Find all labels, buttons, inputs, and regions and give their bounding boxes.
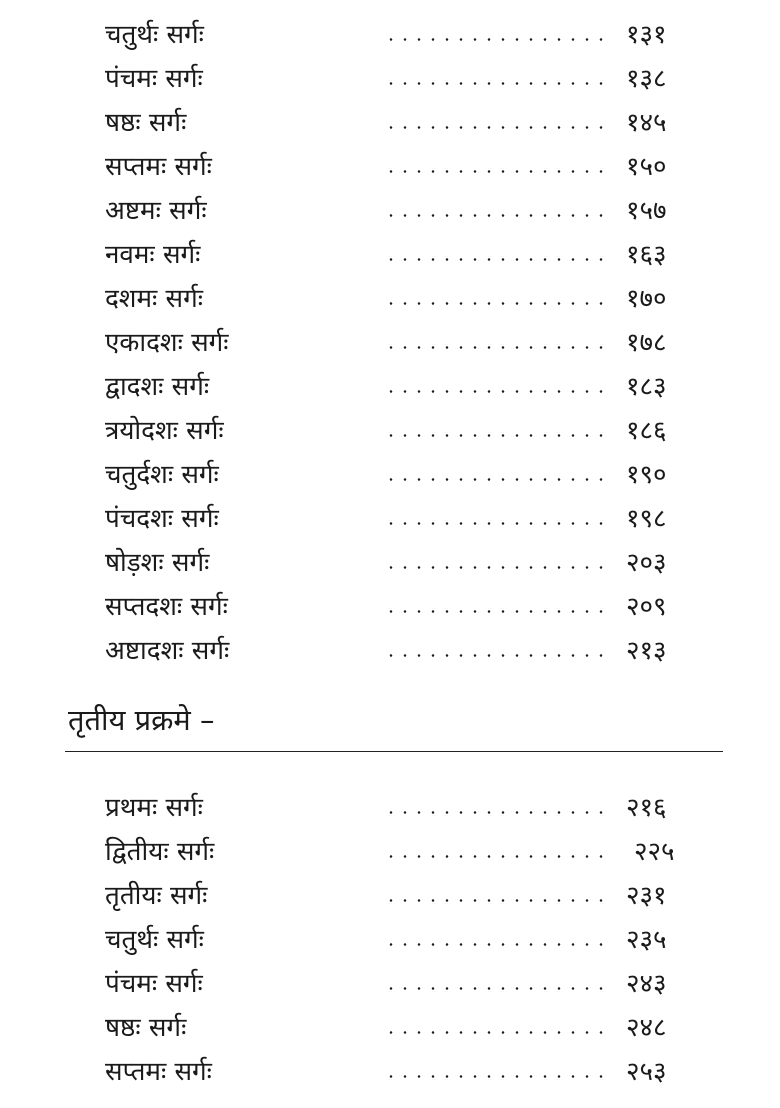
entry-page-number: १७०	[626, 284, 667, 314]
entry-title: द्वादशः सर्गः	[105, 372, 210, 402]
entry-page-number: २५३	[626, 1057, 667, 1087]
toc-entry[interactable]	[0, 145, 780, 189]
dot-leader	[384, 654, 606, 657]
toc-entry[interactable]	[0, 1006, 780, 1050]
dot-leader	[384, 126, 606, 129]
entry-title: चतुर्थः सर्गः	[105, 925, 204, 955]
dot-leader	[384, 434, 606, 437]
entry-title: पंचमः सर्गः	[105, 64, 203, 94]
dot-leader	[384, 899, 606, 902]
entry-page-number: २०९	[626, 592, 667, 622]
dot-leader	[384, 943, 606, 946]
toc-entry[interactable]	[0, 1050, 780, 1094]
toc-entry[interactable]	[0, 277, 780, 321]
section-divider	[65, 751, 723, 752]
entry-title: दशमः सर्गः	[105, 284, 204, 314]
toc-entry[interactable]	[0, 101, 780, 145]
entry-title: सप्तमः सर्गः	[105, 1057, 212, 1087]
entry-page-number: १५७	[626, 196, 667, 226]
entry-title: त्रयोदशः सर्गः	[105, 416, 224, 446]
entry-title: षष्ठः सर्गः	[105, 1013, 187, 1043]
entry-page-number: २२५	[634, 837, 675, 867]
dot-leader	[384, 987, 606, 990]
entry-title: पंचदशः सर्गः	[105, 504, 219, 534]
entry-page-number: १९०	[626, 460, 667, 490]
toc-list-section-2	[0, 786, 780, 1094]
toc-entry[interactable]	[0, 629, 780, 673]
toc-entry[interactable]	[0, 189, 780, 233]
toc-entry[interactable]	[0, 13, 780, 57]
entry-page-number: १३८	[626, 64, 667, 94]
dot-leader	[384, 258, 606, 261]
dot-leader	[384, 302, 606, 305]
toc-entry[interactable]	[0, 874, 780, 918]
entry-page-number: २४३	[626, 969, 667, 999]
entry-page-number: १५०	[626, 152, 667, 182]
dot-leader	[384, 522, 606, 525]
entry-title: सप्तमः सर्गः	[105, 152, 212, 182]
entry-title: नवमः सर्गः	[105, 240, 201, 270]
entry-page-number: २३१	[626, 881, 667, 911]
entry-title: तृतीयः सर्गः	[105, 881, 208, 911]
entry-page-number: २४८	[626, 1013, 667, 1043]
toc-entry[interactable]	[0, 453, 780, 497]
toc-entry[interactable]	[0, 409, 780, 453]
dot-leader	[384, 855, 606, 858]
dot-leader	[384, 610, 606, 613]
entry-page-number: २१६	[626, 793, 667, 823]
dot-leader	[384, 346, 606, 349]
toc-entry[interactable]	[0, 233, 780, 277]
dot-leader	[384, 1031, 606, 1034]
toc-list-section-1	[0, 13, 780, 673]
toc-entry[interactable]	[0, 585, 780, 629]
entry-title: चतुर्दशः सर्गः	[105, 460, 219, 490]
entry-page-number: १९८	[626, 504, 667, 534]
entry-title: षष्ठः सर्गः	[105, 108, 187, 138]
entry-title: प्रथमः सर्गः	[105, 793, 203, 823]
dot-leader	[384, 82, 606, 85]
entry-title: एकादशः सर्गः	[105, 328, 229, 358]
entry-title: पंचमः सर्गः	[105, 969, 203, 999]
toc-entry[interactable]	[0, 918, 780, 962]
entry-title: षोड़शः सर्गः	[105, 548, 210, 578]
entry-page-number: २३५	[626, 925, 667, 955]
toc-entry[interactable]	[0, 541, 780, 585]
dot-leader	[384, 390, 606, 393]
entry-page-number: १३१	[626, 20, 667, 50]
dot-leader	[384, 214, 606, 217]
entry-title: अष्टमः सर्गः	[105, 196, 207, 226]
toc-entry[interactable]	[0, 830, 780, 874]
dot-leader	[384, 38, 606, 41]
dot-leader	[384, 1075, 606, 1078]
toc-entry[interactable]	[0, 786, 780, 830]
toc-entry[interactable]	[0, 57, 780, 101]
entry-page-number: २०३	[626, 548, 667, 578]
entry-title: अष्टादशः सर्गः	[105, 636, 230, 666]
toc-entry[interactable]	[0, 365, 780, 409]
entry-page-number: १६३	[626, 240, 667, 270]
entry-title: द्वितीयः सर्गः	[105, 837, 215, 867]
entry-page-number: १४५	[626, 108, 667, 138]
entry-page-number: १८३	[626, 372, 667, 402]
dot-leader	[384, 811, 606, 814]
toc-entry[interactable]	[0, 962, 780, 1006]
toc-entry[interactable]	[0, 321, 780, 365]
section-heading: तृतीय प्रक्रमे –	[68, 703, 215, 737]
dot-leader	[384, 478, 606, 481]
entry-page-number: १८६	[626, 416, 667, 446]
entry-title: चतुर्थः सर्गः	[105, 20, 204, 50]
dot-leader	[384, 170, 606, 173]
entry-page-number: २१३	[626, 636, 667, 666]
toc-entry[interactable]	[0, 497, 780, 541]
entry-page-number: १७८	[626, 328, 667, 358]
dot-leader	[384, 566, 606, 569]
entry-title: सप्तदशः सर्गः	[105, 592, 228, 622]
